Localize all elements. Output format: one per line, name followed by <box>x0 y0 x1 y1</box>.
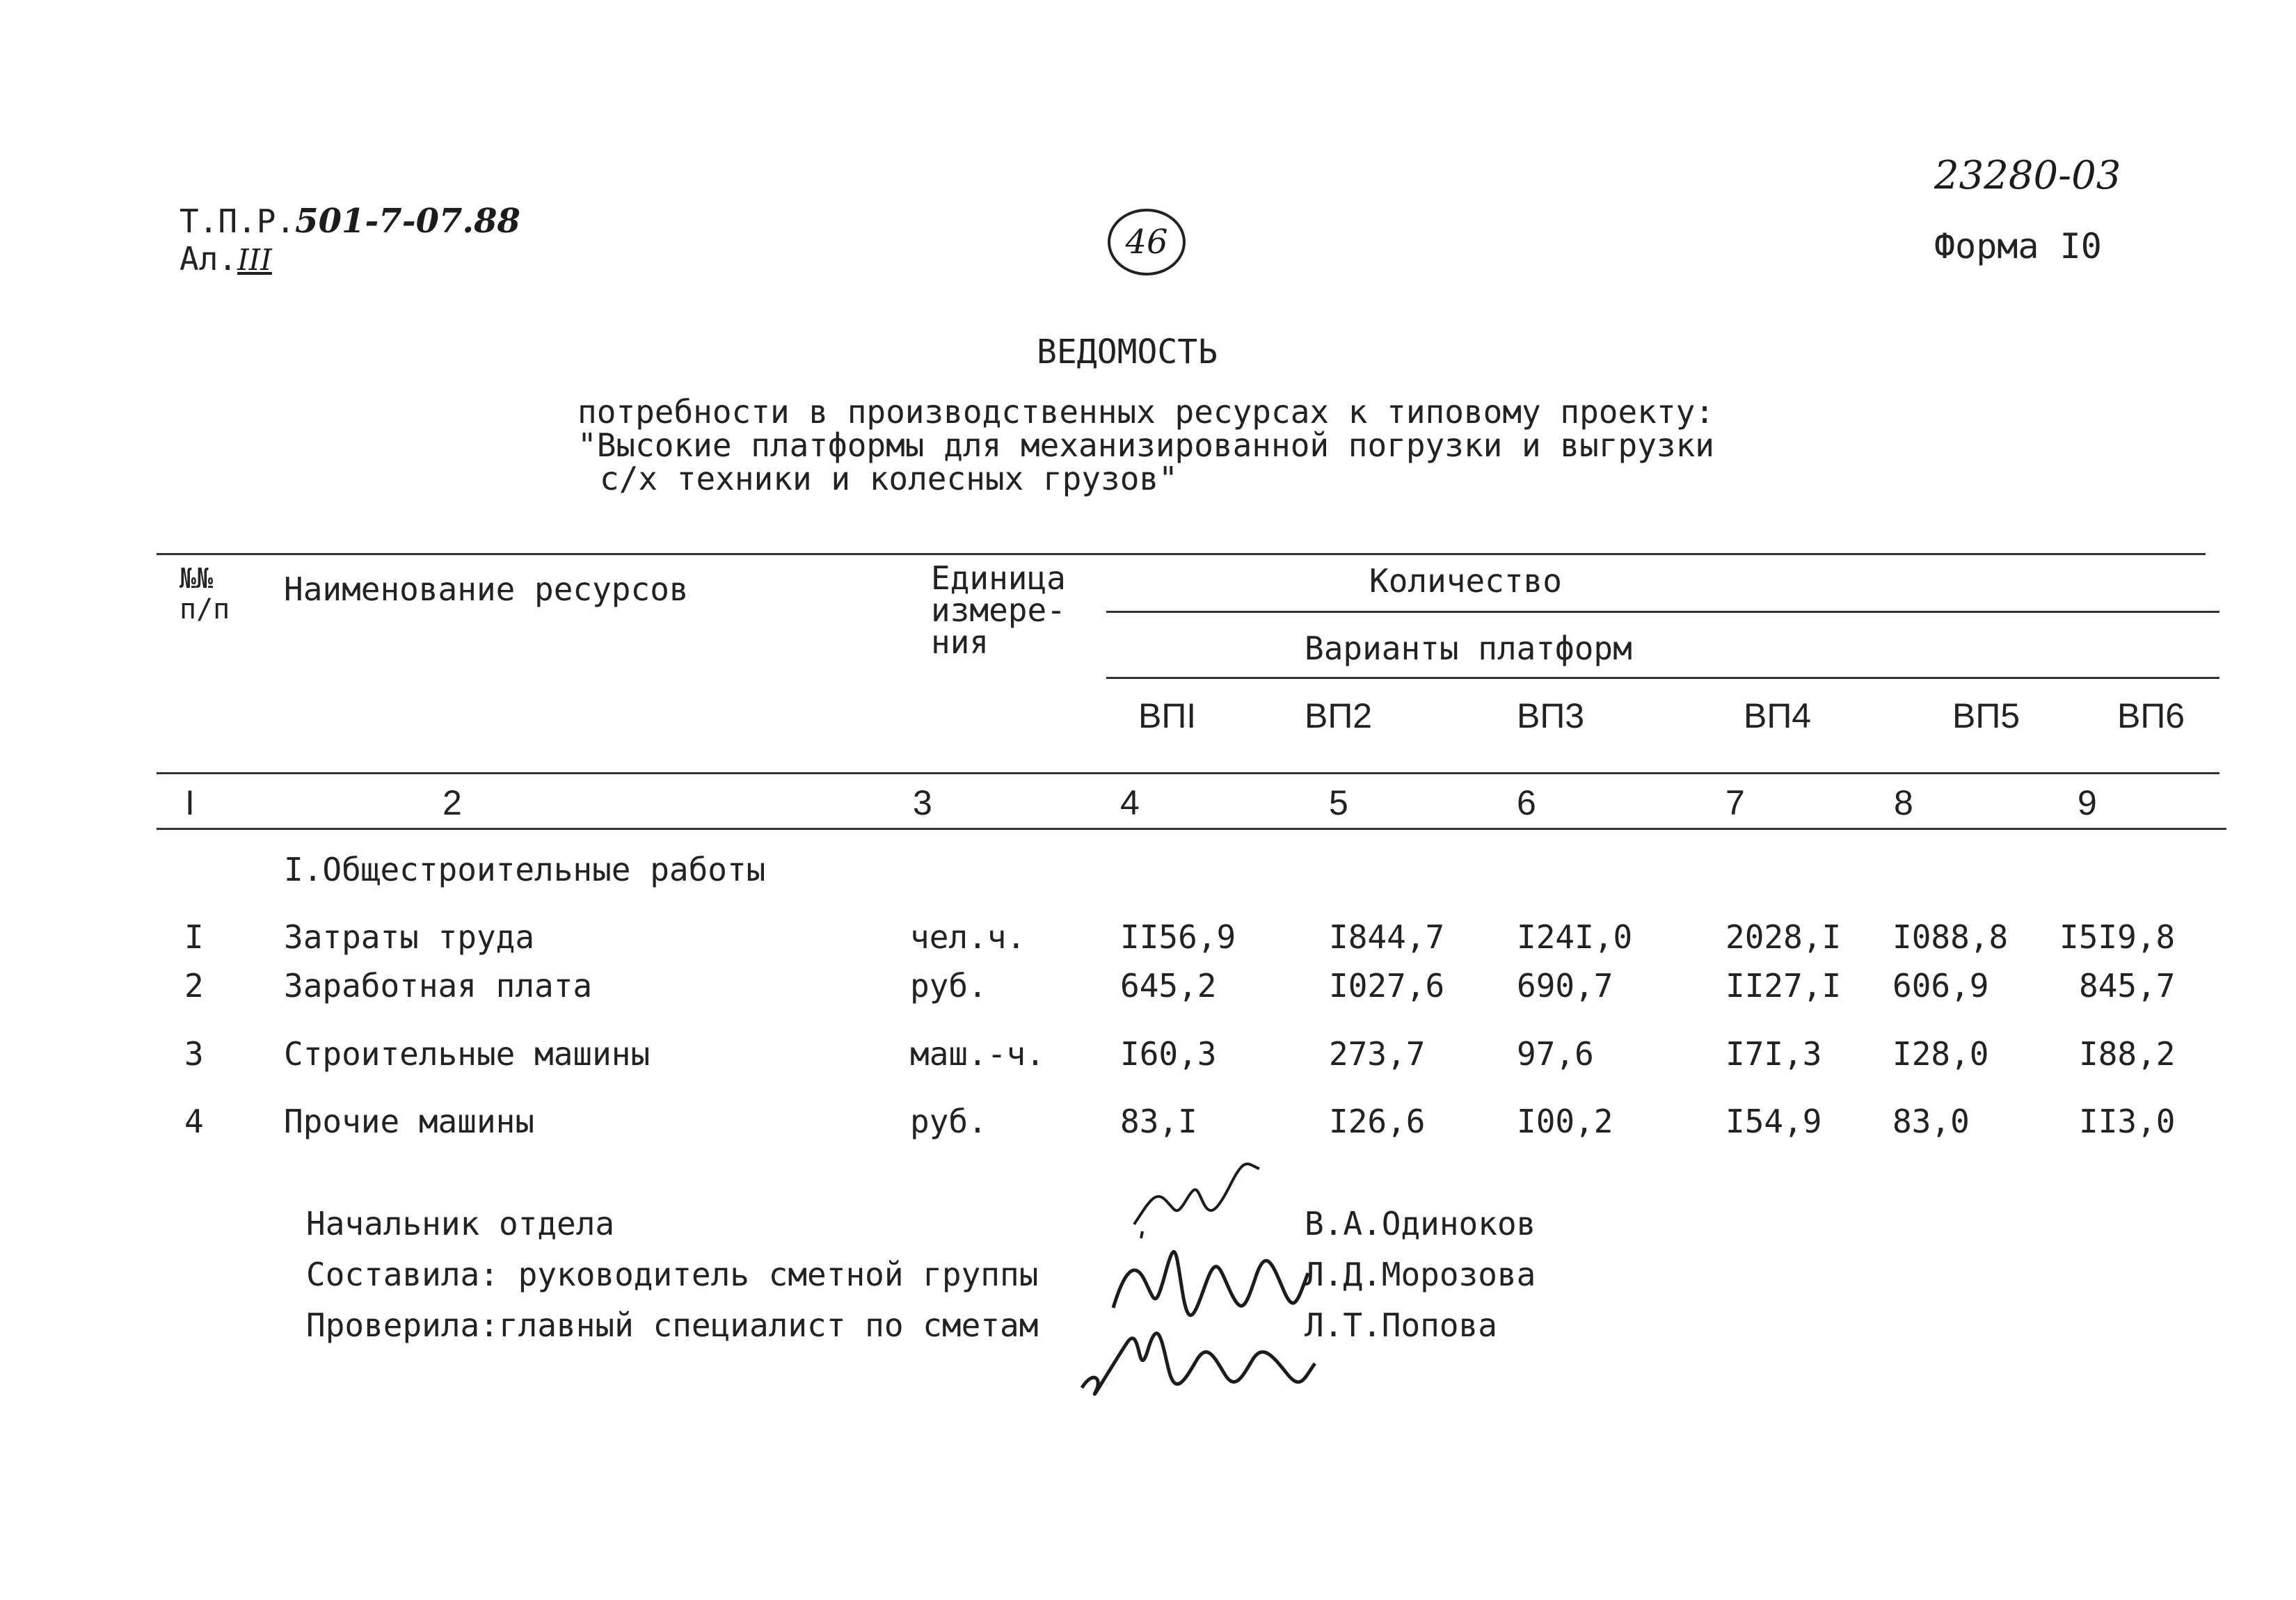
colnum-7: 7 <box>1725 783 1745 822</box>
row-value-vp4: 2028,I <box>1725 918 1842 956</box>
row-value-vp4: I54,9 <box>1725 1103 1822 1140</box>
variants-rule <box>1106 677 2219 679</box>
doc-heading: ВЕДОМОСТЬ <box>1037 333 1218 371</box>
row-name: Прочие машины <box>284 1103 535 1140</box>
row-unit: маш.-ч. <box>910 1035 1045 1073</box>
row-unit: чел.ч. <box>910 918 1026 956</box>
code-prefix: Т.П.Р. <box>180 202 296 240</box>
variant-col-3: ВП3 <box>1517 696 1585 735</box>
page-number: 46 <box>1125 223 1168 262</box>
document-id: 23280-03 <box>1934 153 2121 198</box>
handwritten-signature-1 <box>1127 1162 1266 1245</box>
row-value-vp2: I844,7 <box>1329 918 1445 956</box>
row-value-vp2: I027,6 <box>1329 967 1445 1005</box>
variant-col-2: ВП2 <box>1305 696 1373 735</box>
colnum-4: 4 <box>1120 783 1140 822</box>
colnum-6: 6 <box>1517 783 1536 822</box>
row-value-vp5: 606,9 <box>1892 967 1989 1005</box>
handwritten-signature-3 <box>1071 1322 1322 1398</box>
row-value-vp6: I5I9,8 <box>2059 918 2176 956</box>
row-value-vp3: 97,6 <box>1517 1035 1594 1073</box>
variant-col-5: ВП5 <box>1952 696 2020 735</box>
title-line-1: потребности в производственных ресурсах к типовому проекту: <box>577 393 1714 431</box>
page-number-circle <box>1108 209 1186 275</box>
row-value-vp3: 690,7 <box>1517 967 1613 1005</box>
signature-name: Л.Т.Попова <box>1305 1306 1497 1344</box>
handwritten-signature-2 <box>1106 1245 1315 1322</box>
row-value-vp4: II27,I <box>1725 967 1842 1005</box>
header-num: №№ п/п <box>180 563 230 625</box>
row-name: Затраты труда <box>284 918 535 956</box>
title-line-3: с/х техники и колесных грузов" <box>600 460 1178 497</box>
header-quantity: Количество <box>1369 562 1562 600</box>
signature-role: Составила: руководитель сметной группы <box>306 1256 1039 1293</box>
row-value-vp6: II3,0 <box>2079 1103 2176 1140</box>
row-value-vp5: I28,0 <box>1892 1035 1989 1073</box>
project-code <box>180 202 520 241</box>
row-value-vp5: I088,8 <box>1892 918 2009 956</box>
row-name: Заработная плата <box>284 967 593 1005</box>
colnum-1: I <box>185 783 195 822</box>
row-num: 2 <box>184 967 204 1005</box>
colnum-8: 8 <box>1894 783 1913 822</box>
signature-name: Л.Д.Морозова <box>1305 1256 1536 1293</box>
row-num: 3 <box>184 1035 204 1073</box>
variant-col-6: ВП6 <box>2117 696 2185 735</box>
quantity-rule <box>1106 611 2219 613</box>
colnum-3: 3 <box>913 783 932 822</box>
row-value-vp1: 645,2 <box>1120 967 1217 1005</box>
header-name: Наименование ресурсов <box>284 570 689 608</box>
colnum-9: 9 <box>2078 783 2097 822</box>
row-value-vp2: 273,7 <box>1329 1035 1426 1073</box>
row-value-vp5: 83,0 <box>1892 1103 1970 1140</box>
code-handwritten: 501-7-07.88 <box>295 202 520 241</box>
title-line-2: "Высокие платформы для механизированной погрузки и выгрузки <box>577 426 1714 464</box>
signature-name: В.А.Одиноков <box>1305 1205 1536 1242</box>
row-unit: руб. <box>910 1103 987 1140</box>
album-code <box>180 240 272 278</box>
variant-col-1: ВПI <box>1138 696 1197 735</box>
header-variants: Варианты платформ <box>1305 630 1632 667</box>
table-top-rule <box>157 553 2206 555</box>
row-num: I <box>184 918 204 956</box>
signature-role: Начальник отдела <box>306 1205 615 1242</box>
album-prefix: Ал. <box>180 240 238 278</box>
album-handwritten: III <box>237 243 272 277</box>
header-bottom-rule <box>157 772 2219 774</box>
row-num: 4 <box>184 1103 204 1140</box>
row-value-vp6: 845,7 <box>2079 967 2176 1005</box>
row-value-vp1: I60,3 <box>1120 1035 1217 1073</box>
header-unit: Единица измере- ния <box>931 559 1066 661</box>
row-value-vp3: I00,2 <box>1517 1103 1613 1140</box>
row-value-vp2: I26,6 <box>1329 1103 1426 1140</box>
section-title: I.Общестроительные работы <box>284 851 766 888</box>
variant-col-4: ВП4 <box>1744 696 1812 735</box>
row-value-vp1: II56,9 <box>1120 918 1236 956</box>
row-value-vp1: 83,I <box>1120 1103 1197 1140</box>
row-value-vp6: I88,2 <box>2079 1035 2176 1073</box>
colnum-2: 2 <box>443 783 462 822</box>
row-value-vp4: I7I,3 <box>1725 1035 1822 1073</box>
row-unit: руб. <box>910 967 987 1005</box>
column-numbers-rule <box>157 828 2226 830</box>
row-value-vp3: I24I,0 <box>1517 918 1633 956</box>
signature-role: Проверила:главный специалист по сметам <box>306 1306 1039 1344</box>
row-name: Строительные машины <box>284 1035 651 1073</box>
colnum-5: 5 <box>1329 783 1348 822</box>
form-label: Форма I0 <box>1934 226 2102 266</box>
